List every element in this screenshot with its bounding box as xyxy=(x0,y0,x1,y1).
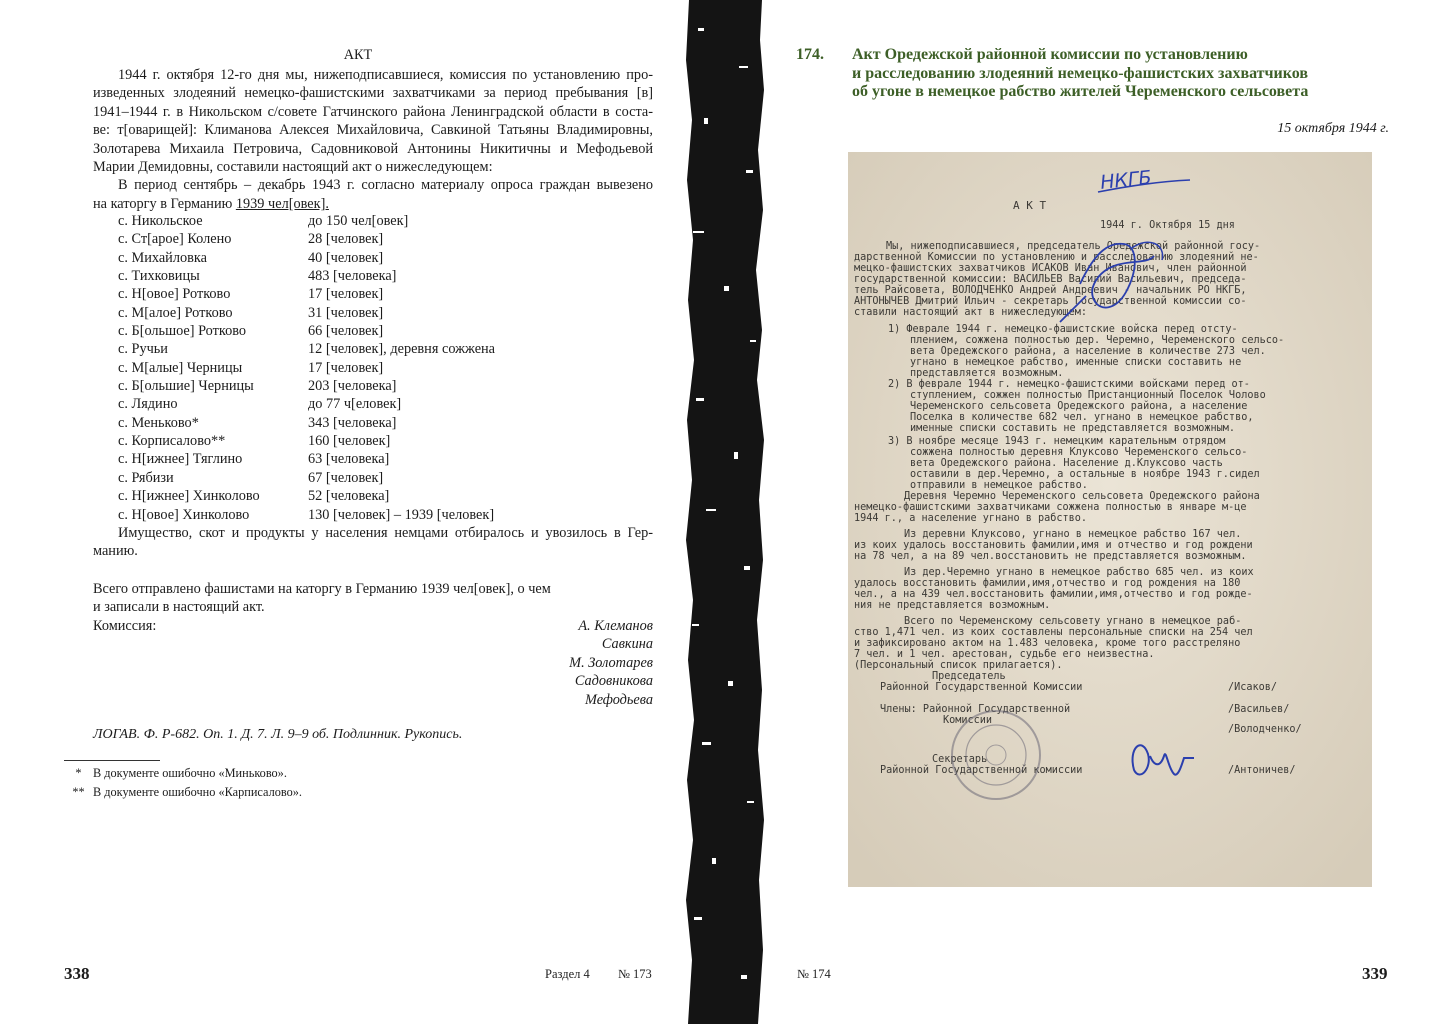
scan-line: Череменского сельсовета Оредежского района, а население xyxy=(910,401,1248,412)
title-line: об угоне в немецкое рабство жителей Череменского сельсовета xyxy=(852,83,1309,100)
signer: А. Клеманов xyxy=(578,618,653,634)
village-row xyxy=(118,304,495,322)
signers xyxy=(569,617,653,709)
village-name: с. Лядино xyxy=(118,396,178,413)
village-count: 63 [человека] xyxy=(308,451,390,468)
village-name: с. Михайловка xyxy=(118,249,207,266)
village-row xyxy=(118,432,495,450)
scan-line: ство 1,471 чел. из коих составлены персональные списки на 254 чел xyxy=(854,627,1253,638)
village-row xyxy=(118,450,495,468)
village-row xyxy=(118,414,495,432)
village-row xyxy=(118,395,495,413)
scan-line: оставили в дер.Черемно, а остальные в ноябре 1943 г.сидел xyxy=(910,469,1260,480)
katorga-line xyxy=(93,195,653,213)
running-head-doc: № 173 xyxy=(618,967,652,981)
village-row xyxy=(118,230,495,248)
village-name: с. Ручьи xyxy=(118,341,168,358)
scan-signature-label: Комиссии xyxy=(943,715,993,726)
scan-line: государственной комиссии: ВАСИЛЬЕВ Василий Васильевич, председа- xyxy=(854,274,1247,285)
footnote-text: В документе ошибочно «Миньково». xyxy=(93,766,287,780)
scan-line: 7 чел. и 1 чел. арестован, судьбе его неизвестна. xyxy=(854,649,1155,660)
village-name: с. Корписалово** xyxy=(118,433,226,450)
village-name: с. Б[ольшие] Черницы xyxy=(118,378,254,395)
period-line: В период сентябрь – декабрь 1943 г. согласно материалу опроса граждан вывезено xyxy=(118,177,653,194)
intro-line: изведенных злодеяний немецко-фашистскими захватчиками за период пребывания [в] xyxy=(93,85,653,102)
village-count: до 150 чел[овек] xyxy=(308,213,409,229)
scan-heading: А К Т xyxy=(1013,199,1047,212)
document-number: 174. xyxy=(796,46,824,63)
village-row xyxy=(118,322,495,340)
intro-line: ве: т[оварищей]: Климанова Алексея Михайловича, Савкиной Татьяны Владимировны, xyxy=(93,122,653,139)
village-count: 52 [человека] xyxy=(308,488,390,505)
scan-date: 1944 г. Октября 15 дня xyxy=(1100,220,1235,231)
scan-line: АНТОНЫЧЕВ Дмитрий Ильич - секретарь Государственной комиссии со- xyxy=(854,296,1247,307)
village-name: с. М[алое] Ротково xyxy=(118,304,233,321)
scan-line: 1) Феврале 1944 г. немецко-фашистские войска перед отсту- xyxy=(888,324,1238,335)
village-count: 67 [человек] xyxy=(308,469,384,486)
scan-line: Всего по Череменскому сельсовету угнано в немецкое раб- xyxy=(904,616,1242,627)
scan-signature-label: Члены: Районной Государственной xyxy=(880,704,1071,715)
scan-line: Из деревни Клуксово, угнано в немецкое рабство 167 чел. xyxy=(904,529,1242,540)
signer: Савкина xyxy=(601,636,653,653)
village-count: до 77 ч[еловек] xyxy=(308,396,402,413)
scan-line: на 78 чел, а на 89 чел.восстановить не представляется возможным. xyxy=(854,551,1247,562)
signer: М. Золотарев xyxy=(569,654,653,671)
scan-signature-name: /Исаков/ xyxy=(1228,682,1278,693)
scan-line: плением, сожжена полностью дер. Черемно, Череменского сельсо- xyxy=(910,335,1285,346)
scan-line: (Персональный список прилагается). xyxy=(854,660,1063,671)
property-line: Имущество, скот и продукты у населения немцами отбиралось и увозилось в Гер- xyxy=(118,525,653,541)
page-number: 338 xyxy=(64,964,90,983)
document-title xyxy=(852,46,1392,102)
property-line: манию. xyxy=(93,543,138,560)
commission-label: Комиссия: xyxy=(93,617,157,634)
scan-signature-label: Районной Государственной Комиссии xyxy=(880,682,1083,693)
scan-line: вета Оредежского района, а население в количестве 273 чел. xyxy=(910,346,1266,357)
scan-line: 1944 г., а население угнано в рабство. xyxy=(854,513,1088,524)
akt-title: АКТ xyxy=(343,47,373,63)
title-line: Акт Оредежской районной комиссии по установлению xyxy=(852,46,1248,63)
intro-line: Золотарева Михаила Петровича, Садовниковой Антонины Никитичны и Мефодьевой xyxy=(93,140,653,157)
katorga-total: 1939 чел[овек]. xyxy=(235,195,329,212)
spine-band xyxy=(684,0,766,1024)
scan-line: 2) В феврале 1944 г. немецко-фашистскими войсками перед от- xyxy=(888,379,1250,390)
village-name: с. Ст[арое] Колено xyxy=(118,231,232,248)
scan-line: представляется возможным. xyxy=(910,368,1064,379)
signer: Мефодьева xyxy=(585,691,653,708)
villages-list xyxy=(118,212,495,524)
village-name: с. Н[ижнее] Хинколово xyxy=(118,488,260,505)
footnote xyxy=(64,783,302,801)
scan-line: именные списки составить не представляется возможным. xyxy=(910,423,1236,434)
scan-line: удалось восстановить фамилии,имя,отчество и год рождения на 180 xyxy=(854,578,1241,589)
village-name: с. Тихковицы xyxy=(118,268,200,285)
village-row xyxy=(118,487,495,505)
scan-signature-name: /Володченко/ xyxy=(1228,724,1302,735)
scan-line: 3) В ноябре месяце 1943 г. немецким карательным отрядом xyxy=(888,436,1226,447)
intro-paragraph xyxy=(93,66,653,213)
village-row xyxy=(118,212,495,230)
intro-line: 1941–1944 г. в Никольском с/совете Гатчинского района Ленинградской области в соста- xyxy=(93,103,653,120)
scan-line: вета Оредежского района. Население д.Клуксово часть xyxy=(910,458,1223,469)
scan-line: угнано в немецкое рабство, именные списки составить не xyxy=(910,357,1242,368)
scan-line: ступлением, сожжен полностью Пристанционный Поселок Чолово xyxy=(910,390,1266,401)
scan-line: чел., а на 439 чел.восстановить фамилии,имя,отчество и год рожде- xyxy=(854,589,1253,600)
village-count: 483 [человека] xyxy=(308,268,397,285)
scan-line: сожжена полностью деревня Клуксово Череменского сельсо- xyxy=(910,447,1248,458)
village-row xyxy=(118,469,495,487)
scan-line: Мы, нижеподписавшиеся, председатель Оредежской районной госу- xyxy=(886,241,1261,252)
left-page xyxy=(0,0,686,1024)
village-name: с. Никольское xyxy=(118,213,203,229)
village-count: 17 [человек] xyxy=(308,286,384,303)
scan-line: тель Райсовета, ВОЛОДЧЕНКО Андрей Андреевич - начальник РО НКГБ, xyxy=(854,285,1247,296)
page-number: 339 xyxy=(1362,964,1388,983)
intro-line: Марии Демидовны, составили настоящий акт о нижеследующем: xyxy=(93,159,493,176)
village-name: с. Н[овое] Хинколово xyxy=(118,506,250,523)
archival-scan xyxy=(848,152,1372,887)
scan-line: Из дер.Черемно угнано в немецкое рабство 685 чел. из коих xyxy=(904,567,1254,578)
village-count: 28 [человек] xyxy=(308,231,384,248)
village-count: 130 [человек] – 1939 [человек] xyxy=(308,506,495,523)
scan-signature-label: Председатель xyxy=(932,671,1006,682)
title-line: и расследованию злодеяний немецко-фашистских захватчиков xyxy=(852,64,1309,82)
scan-signature-label: Районной Государственной комиссии xyxy=(880,765,1083,776)
village-count: 160 [человек] xyxy=(308,433,391,450)
village-count: 12 [человек], деревня сожжена xyxy=(308,341,496,358)
footnote-mark: * xyxy=(75,766,82,780)
village-row xyxy=(118,285,495,303)
village-count: 343 [человека] xyxy=(308,414,397,431)
right-page xyxy=(764,0,1451,1024)
archive-source: ЛОГАВ. Ф. Р-682. Оп. 1. Д. 7. Л. 9–9 об. Подлинник. Рукопись. xyxy=(93,727,463,742)
village-count: 203 [человека] xyxy=(308,378,397,395)
scan-line: и зафиксировано актом на 1.483 человека, кроме того расстреляно xyxy=(854,638,1241,649)
scan-line: Поселка в количестве 682 чел. угнано в немецкое рабство, xyxy=(910,412,1254,423)
village-row xyxy=(118,267,495,285)
property-paragraph xyxy=(93,524,653,561)
footnote-divider xyxy=(64,760,160,761)
intro-line: 1944 г. октября 12-го дня мы, нижеподписавшиеся, комиссия по установлению про- xyxy=(118,67,653,83)
footnote-text: В документе ошибочно «Карписалово». xyxy=(93,785,302,799)
village-name: с. Меньково* xyxy=(118,414,199,431)
scan-image xyxy=(848,152,1372,887)
village-count: 17 [человек] xyxy=(308,359,384,376)
village-name: с. Б[ольшое] Ротково xyxy=(118,323,247,340)
scan-line: ния не представляется возможным. xyxy=(854,600,1051,611)
total-line: Всего отправлено фашистами на каторгу в Германию 1939 чел[овек], о чем xyxy=(93,581,551,597)
village-name: с. Рябизи xyxy=(118,469,174,486)
scan-line: отправили в немецкое рабство. xyxy=(910,480,1088,491)
village-count: 66 [человек] xyxy=(308,323,384,340)
scan-signature-name: /Васильев/ xyxy=(1228,704,1290,715)
village-name: с. Н[ижнее] Тяглино xyxy=(118,451,243,468)
village-row xyxy=(118,377,495,395)
scan-line: из коих удалось восстановить фамилии,имя и отчество и год рождени xyxy=(854,540,1253,551)
scan-stamp-handwriting: НКГБ xyxy=(1099,166,1153,194)
village-name: с. М[алые] Черницы xyxy=(118,359,243,376)
scan-line: немецко-фашистскими захватчиками сожжена полностью в январе м-це xyxy=(854,502,1247,513)
village-row xyxy=(118,359,495,377)
scan-line: дарственной Комиссии по установлению и расследованию злодеяний не- xyxy=(854,252,1259,263)
signer: Садовникова xyxy=(574,673,653,690)
village-row xyxy=(118,506,495,524)
footnote-mark: ** xyxy=(72,785,85,799)
document-date: 15 октября 1944 г. xyxy=(1277,121,1389,136)
village-count: 31 [человек] xyxy=(308,304,384,321)
village-count: 40 [человек] xyxy=(308,249,384,266)
scan-line: ставили настоящий акт в нижеследующем: xyxy=(854,307,1088,318)
total-line: и записали в настоящий акт. xyxy=(93,599,265,616)
scan-signature-label: Секретарь xyxy=(932,754,988,765)
scan-line: мецко-фашистских захватчиков ИСАКОВ Иван Иванович, член районной xyxy=(854,263,1247,274)
scan-signature-name: /Антоничев/ xyxy=(1228,765,1296,776)
running-head-doc: № 174 xyxy=(797,967,831,981)
village-name: с. Н[овое] Ротково xyxy=(118,286,231,303)
running-head-section: Раздел 4 xyxy=(545,967,590,981)
footnote xyxy=(64,764,287,782)
katorga-prefix: на каторгу в Германию xyxy=(93,195,236,212)
village-row xyxy=(118,249,495,267)
village-row xyxy=(118,340,495,358)
scan-line: Деревня Черемно Череменского сельсовета Оредежского района xyxy=(904,491,1260,502)
